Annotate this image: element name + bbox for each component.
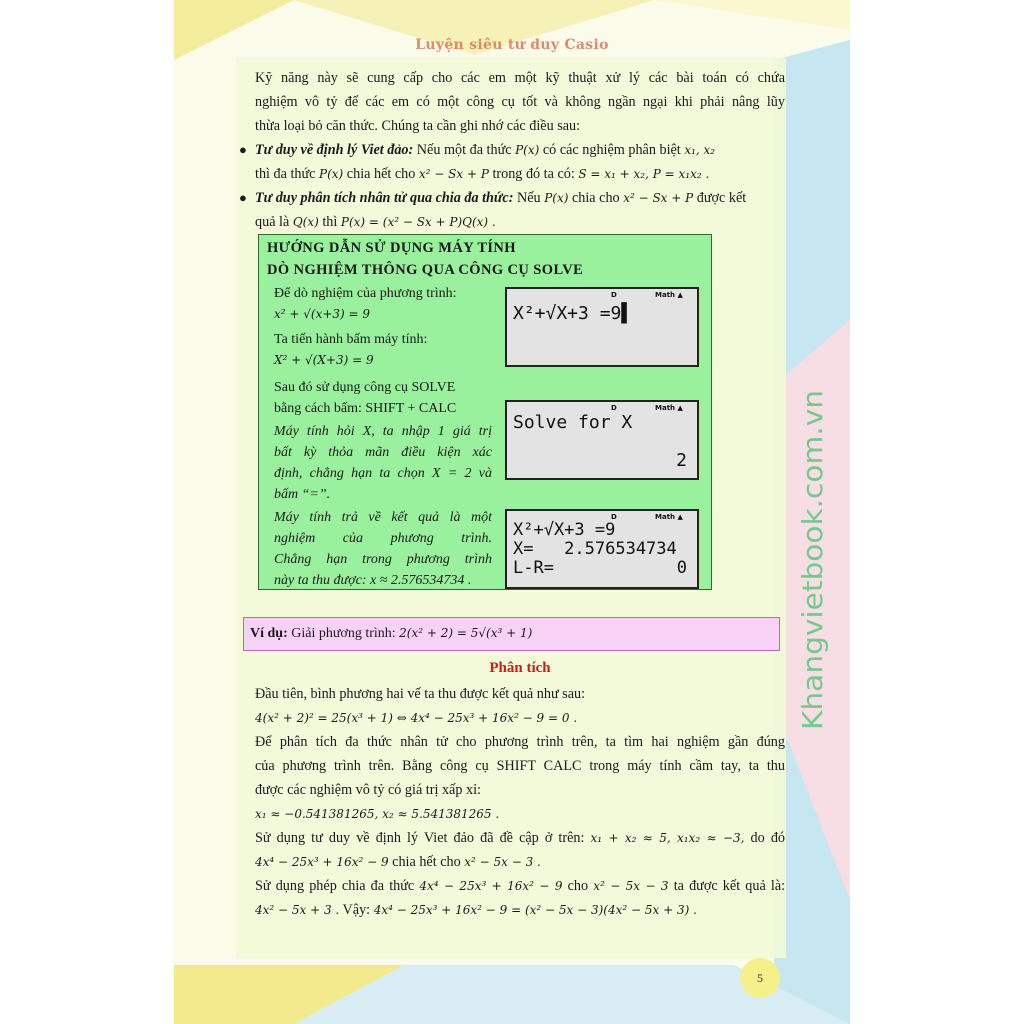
deg-indicator: D	[611, 513, 617, 521]
screen-line: Solve for X	[513, 412, 633, 433]
watermark	[780, 385, 840, 735]
bullet-viet-line2: thì đa thức P(x) chia hết cho x² − Sx + P trong đó ta có: S = x₁ + x₂, P = x₁x₂ .	[255, 166, 710, 182]
analysis-paragraph: 4x² − 5x + 3 . Vậy: 4x⁴ − 25x³ + 16x² − 9 = (x² − 5x − 3)(4x² − 5x + 3) .	[255, 902, 697, 918]
bullet-division: ● Tư duy phân tích nhân tử qua chia đa thức: Nếu P(x) chia cho x² − Sx + P được kết	[255, 186, 785, 210]
calculator-screen-solve	[505, 400, 699, 480]
bullet-division-line2: quả là Q(x) thì P(x) = (x² − Sx + P)Q(x) .	[255, 214, 496, 230]
screen-line: L-R= 0	[513, 558, 687, 578]
watermark-text: Khangvietbook.com.vn	[796, 408, 829, 730]
analysis-equation: 4(x² + 2)² = 25(x³ + 1) ⇔ 4x⁴ − 25x³ + 16x² − 9 = 0 .	[255, 711, 578, 725]
math-indicator: Math ▲	[655, 404, 683, 412]
analysis-section	[255, 682, 785, 922]
analysis-paragraph: 4x⁴ − 25x³ + 16x² − 9 chia hết cho x² − 5x − 3 .	[255, 854, 541, 870]
analysis-paragraph: của phương trình trên. Bằng công cụ SHIFT CALC trong máy tính cầm tay, ta thu	[255, 758, 785, 774]
screen-line: X²+√X+3 =9▌	[513, 303, 633, 324]
analysis-title: Phân tích	[489, 660, 551, 676]
bullet-icon: ●	[239, 142, 247, 157]
bullet-icon: ●	[239, 190, 247, 205]
bullet-title: Tư duy phân tích nhân tử qua chia đa thức:	[255, 190, 514, 206]
intro-section	[239, 66, 785, 234]
bullet-title: Tư duy về định lý Viet đảo:	[255, 142, 414, 158]
screen-line: X= 2.576534734	[513, 539, 677, 559]
intro-line: nghiệm vô tỷ để các em có một công cụ tốt và không ngần ngại khi phải nâng lũy	[255, 94, 785, 110]
deg-indicator: D	[611, 291, 617, 299]
calculator-screen-result	[505, 509, 699, 589]
example-box: Ví dụ: Giải phương trình: 2(x² + 2) = 5√(x³ + 1)	[243, 617, 780, 651]
math-indicator: Math ▲	[655, 513, 683, 521]
intro-line: thừa loại bỏ căn thức. Chúng ta cần ghi nhớ các điều sau:	[255, 118, 581, 134]
screen-line: X²+√X+3 =9	[513, 520, 616, 540]
analysis-paragraph: Sử dụng tư duy về định lý Viet đảo đã đề cập ở trên: x₁ + x₂ ≈ 5, x₁x₂ ≈ −3, do đó	[255, 830, 786, 846]
guide-step-5: Máy tính trả về kết quả là một nghiệm của phương trình. Chẳng hạn trong phương trình này ta thu được: x ≈ 2.576534734 .	[274, 510, 492, 588]
page-number: 5	[740, 958, 780, 998]
math-indicator: Math ▲	[655, 291, 683, 299]
calculator-guide-box	[258, 234, 712, 590]
screen-value: 2	[676, 450, 687, 471]
example-label: Ví dụ:	[250, 626, 288, 641]
guide-heading: HƯỚNG DẪN SỬ DỤNG MÁY TÍNH DÒ NGHIỆM THÔNG QUA CÔNG CỤ SOLVE	[267, 240, 584, 278]
analysis-paragraph: Đầu tiên, bình phương hai vế ta thu được kết quả như sau:	[255, 686, 586, 702]
example-equation: 2(x² + 2) = 5√(x³ + 1)	[399, 626, 533, 640]
guide-step-1: Để dò nghiệm của phương trình: x² + √(x+3) = 9	[274, 286, 457, 321]
guide-step-3: Sau đó sử dụng công cụ SOLVE bằng cách bấm: SHIFT + CALC	[274, 380, 457, 416]
analysis-paragraph: Để phân tích đa thức nhân tử cho phương trình trên, ta tìm hai nghiệm gần đúng	[255, 734, 785, 750]
analysis-paragraph: Sử dụng phép chia đa thức 4x⁴ − 25x³ + 16x² − 9 cho x² − 5x − 3 ta được kết quả là:	[255, 878, 786, 894]
intro-line: Kỹ năng này sẽ cung cấp cho các em một kỹ thuật xử lý các bài toán có chứa	[255, 70, 785, 86]
deg-indicator: D	[611, 404, 617, 412]
calculator-screen-input	[505, 287, 699, 367]
bullet-viet: ● Tư duy về định lý Viet đảo: Nếu một đa thức P(x) có các nghiệm phân biệt x₁, x₂	[255, 138, 785, 162]
guide-step-4: Máy tính hỏi X, ta nhập 1 giá trị bất kỳ thỏa mãn điều kiện xác định, chẳng hạn ta chọn X = 2 và bấm “=”.	[274, 424, 492, 502]
analysis-paragraph: được các nghiệm vô tỷ có giá trị xấp xỉ:	[255, 782, 481, 798]
analysis-equation: x₁ ≈ −0.541381265, x₂ ≈ 5.541381265 .	[255, 807, 500, 821]
running-header: Luyện siêu tư duy Casio	[415, 37, 609, 53]
guide-step-2: Ta tiến hành bấm máy tính: X² + √(X+3) = 9	[274, 332, 428, 367]
